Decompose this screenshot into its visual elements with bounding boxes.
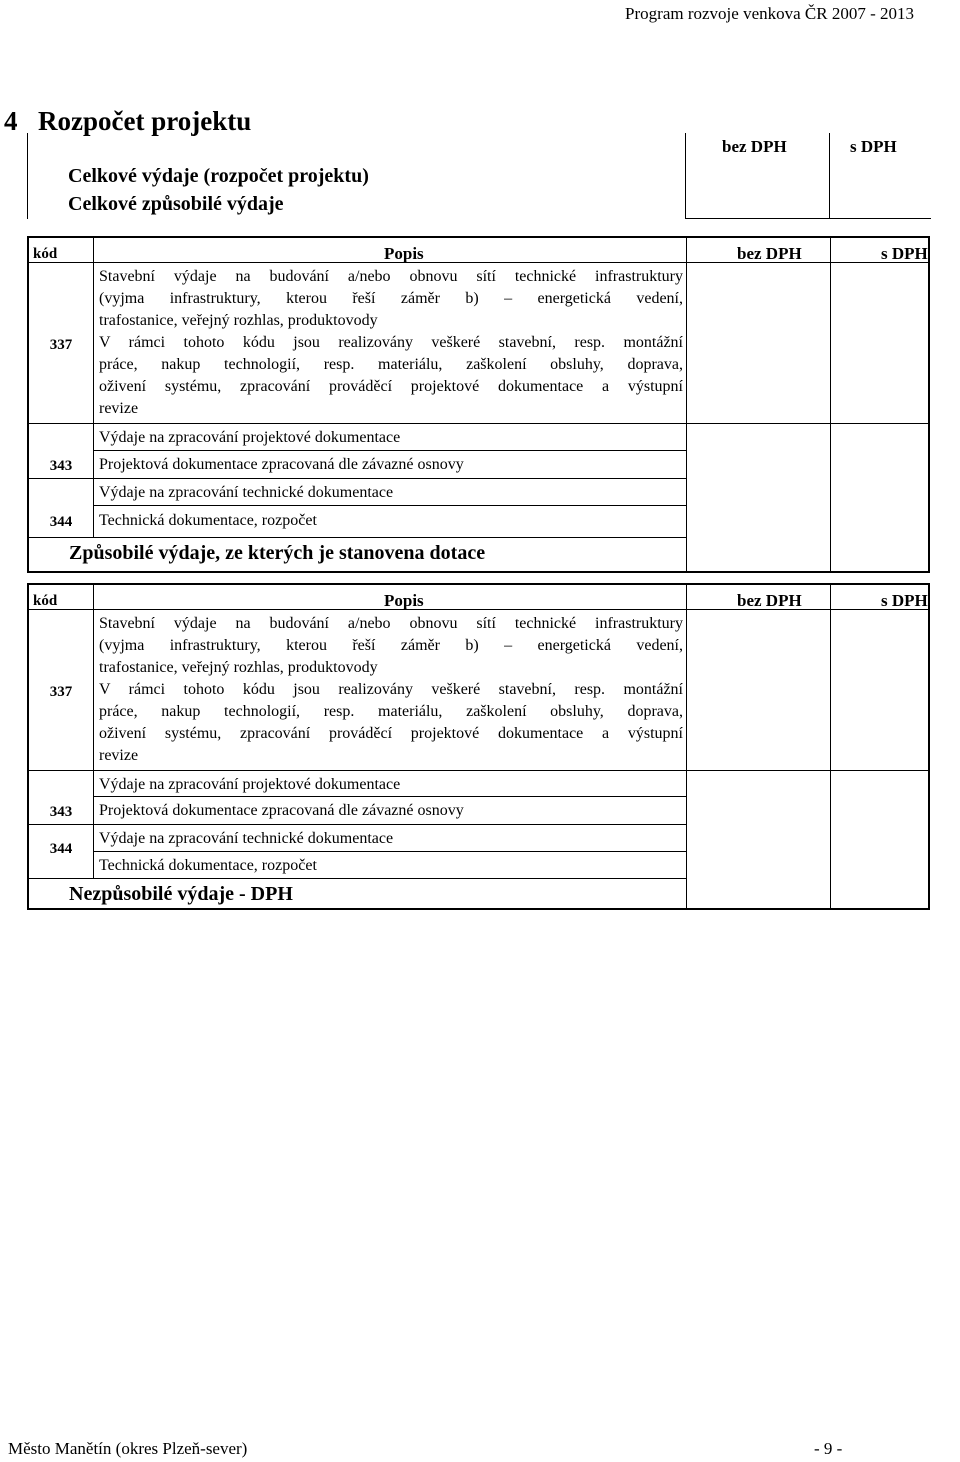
summary-total-label: Celkové výdaje (rozpočet projektu) <box>68 165 369 187</box>
desc-337: Stavební výdaje na budování a/nebo obnovu sítí technické infrastruktury (vyjma infrastruktury, kterou řeší záměr b) – energetická vedení, trafostanice, veřejný rozhlas, produktovody V rámci tohoto kódu jsou realizovány veškeré stavební, resp. montážní práce, nakup technologií, resp. materiálu, zaškolení obsluhy, doprava, oživení systému, zpracování prováděcí projektové dokumentace a výstupní revize <box>99 268 683 417</box>
sub-343: Výdaje na zpracování projektové dokumentace <box>99 429 401 446</box>
desc-344: Technická dokumentace, rozpočet <box>99 512 317 529</box>
code-343: 343 <box>49 804 73 820</box>
desc-344: Technická dokumentace, rozpočet <box>99 857 317 874</box>
col-header-kod: kód <box>33 246 58 262</box>
budget-table-2 <box>27 583 930 910</box>
sub-343: Výdaje na zpracování projektové dokumentace <box>99 776 401 793</box>
code-344: 344 <box>49 841 73 857</box>
summary-eligible-label: Celkové způsobilé výdaje <box>68 193 284 215</box>
sub-344: Výdaje na zpracování technické dokumentace <box>99 830 394 847</box>
budget-table-1 <box>27 236 930 573</box>
code-343: 343 <box>49 458 73 474</box>
table2-footer: Nezpůsobilé výdaje - DPH <box>69 883 293 905</box>
section-number: 4 <box>4 106 18 136</box>
col-header-popis: Popis <box>384 591 424 610</box>
footer-municipality: Město Manětín (okres Plzeň-sever) <box>8 1439 248 1458</box>
code-344: 344 <box>49 514 73 530</box>
code-337: 337 <box>49 337 73 353</box>
col-header-s-dph: s DPH <box>881 244 928 263</box>
running-header: Program rozvoje venkova ČR 2007 - 2013 <box>625 4 914 23</box>
page-number: - 9 - <box>814 1439 843 1458</box>
summary-block <box>27 133 931 219</box>
col-header-kod: kód <box>33 593 58 609</box>
col-header-popis: Popis <box>384 244 424 263</box>
col-header-s-dph: s DPH <box>881 591 928 610</box>
summary-col-s-dph: s DPH <box>850 137 897 156</box>
summary-col-bez-dph: bez DPH <box>722 137 787 156</box>
desc-343: Projektová dokumentace zpracovaná dle závazné osnovy <box>99 456 464 473</box>
table1-footer: Způsobilé výdaje, ze kterých je stanovena dotace <box>69 542 486 564</box>
code-337: 337 <box>49 684 73 700</box>
desc-337: Stavební výdaje na budování a/nebo obnovu sítí technické infrastruktury (vyjma infrastruktury, kterou řeší záměr b) – energetická vedení, trafostanice, veřejný rozhlas, produktovody V rámci tohoto kódu jsou realizovány veškeré stavební, resp. montážní práce, nakup technologií, resp. materiálu, zaškolení obsluhy, doprava, oživení systému, zpracování prováděcí projektové dokumentace a výstupní revize <box>99 615 683 764</box>
desc-343: Projektová dokumentace zpracovaná dle závazné osnovy <box>99 802 464 819</box>
col-header-bez-dph: bez DPH <box>737 244 802 263</box>
sub-344: Výdaje na zpracování technické dokumentace <box>99 484 394 501</box>
col-header-bez-dph: bez DPH <box>737 591 802 610</box>
section-title-text: Rozpočet projektu <box>38 106 252 136</box>
